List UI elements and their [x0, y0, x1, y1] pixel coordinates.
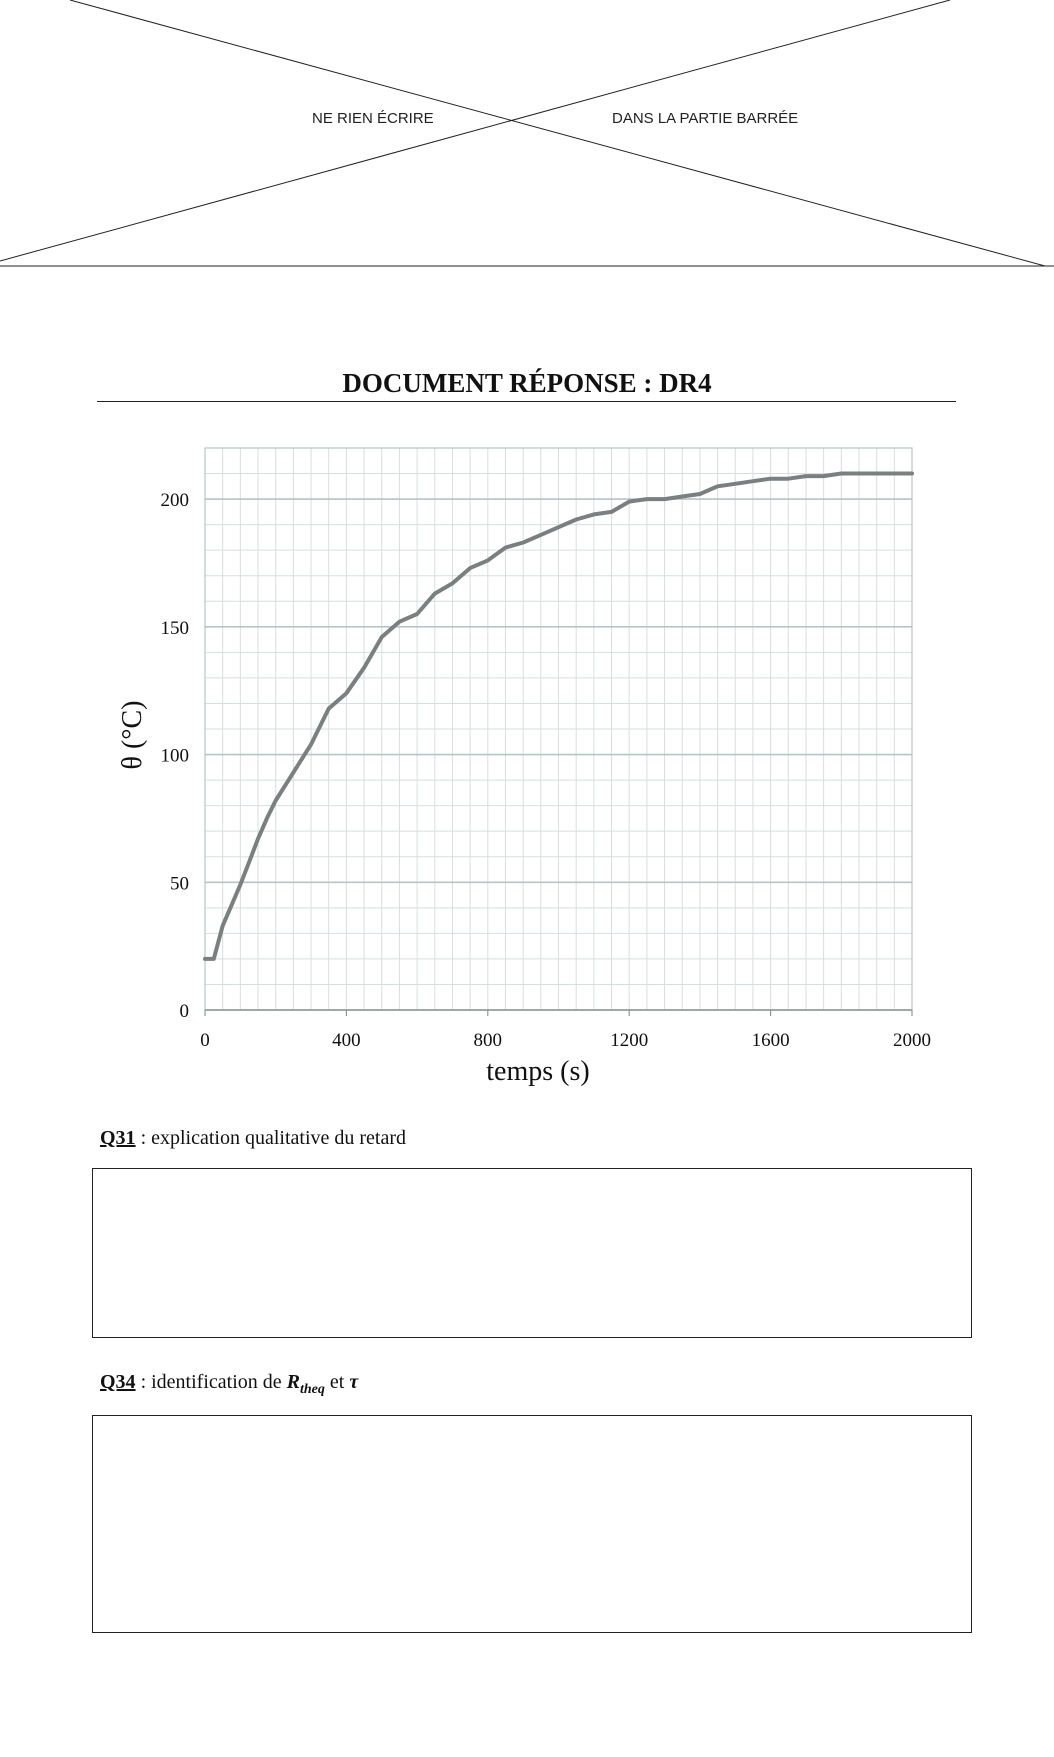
question-q31-number: Q31: [100, 1127, 136, 1149]
question-q34-number: Q34: [100, 1371, 136, 1393]
x-tick-label: 1200: [610, 1030, 649, 1051]
y-tick-label: 0: [179, 1001, 189, 1022]
temperature-chart: [0, 430, 1054, 1100]
no-write-right-text: DANS LA PARTIE BARRÉE: [612, 110, 799, 127]
x-tick-label: 1600: [751, 1030, 790, 1051]
no-write-left-text: NE RIEN ÉCRIRE: [312, 110, 434, 127]
question-q34-text: : identification de: [135, 1371, 287, 1393]
y-tick-label: 200: [160, 490, 189, 512]
x-axis-label: temps (s): [486, 1056, 590, 1087]
document-title: DOCUMENT RÉPONSE : DR4: [342, 368, 712, 398]
question-q31-label: [100, 1127, 406, 1150]
no-write-zone: [0, 0, 1054, 270]
y-tick-label: 100: [160, 745, 189, 767]
x-tick-label: 800: [473, 1030, 503, 1051]
x-tick-label: 0: [200, 1030, 210, 1051]
symbol-tau: τ: [349, 1371, 359, 1393]
symbol-r-theq: $R_{theq}$: [286, 1371, 325, 1397]
title-underline: [97, 401, 956, 402]
question-q34-text-middle: et: [324, 1371, 350, 1393]
answer-box-q31[interactable]: [92, 1168, 972, 1338]
x-tick-label: 400: [332, 1030, 361, 1051]
question-q31-text: : explication qualitative du retard: [135, 1127, 407, 1149]
answer-box-q34[interactable]: [92, 1415, 972, 1633]
crossed-out-area: [0, 0, 1054, 270]
x-tick-label: 2000: [893, 1030, 931, 1051]
question-q34-label: [100, 1371, 358, 1398]
y-tick-label: 150: [160, 617, 189, 639]
chart-minor-grid: [205, 448, 912, 1010]
y-axis-label: θ (°C): [117, 700, 148, 770]
y-tick-label: 50: [170, 873, 189, 895]
